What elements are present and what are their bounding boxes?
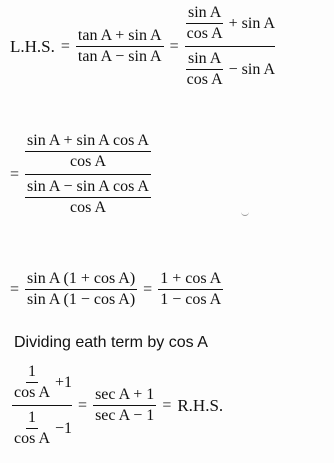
simplified-numerator: 1 + cos A	[158, 270, 223, 290]
equals-sign: =	[143, 280, 153, 298]
minus-term: − sin A	[228, 60, 276, 78]
compound-denominator	[25, 175, 151, 217]
compound-fraction	[25, 132, 151, 217]
inner-numerator: sin A	[186, 50, 223, 70]
lhs-label: L.H.S.	[10, 36, 55, 56]
equation-final-step	[12, 363, 223, 448]
factored-numerator: sin A (1 + cos A)	[25, 270, 137, 290]
compound-fraction	[12, 363, 72, 448]
sec-denominator: sec A − 1	[95, 407, 155, 424]
compound-numerator	[185, 4, 275, 47]
equation-step-3	[10, 270, 223, 309]
numerator-fraction	[25, 132, 151, 171]
inner-denominator: cos A	[70, 153, 106, 170]
equals-sign: =	[10, 165, 20, 183]
inner-denominator: cos A	[14, 384, 50, 401]
compound-numerator	[12, 363, 72, 406]
sec-numerator: sec A + 1	[93, 386, 156, 406]
plus-one: +1	[55, 373, 73, 391]
compound-numerator	[25, 132, 151, 175]
factored-denominator: sin A (1 − cos A)	[27, 291, 136, 308]
inner-numerator: sin A	[186, 4, 223, 24]
equals-sign: =	[78, 396, 88, 414]
plus-term: + sin A	[228, 14, 276, 32]
equals-sign: =	[60, 37, 70, 55]
minus-one: −1	[55, 419, 73, 437]
tan-fraction-numerator: tan A + sin A	[76, 27, 164, 47]
inner-numerator: sin A + sin A cos A	[25, 132, 151, 152]
inner-numerator: 1	[26, 409, 38, 429]
inner-denominator: cos A	[70, 199, 106, 216]
scan-mark	[241, 212, 249, 216]
inner-denominator: cos A	[186, 25, 223, 42]
compound-fraction	[185, 4, 275, 89]
simplified-fraction	[158, 270, 223, 309]
simplified-denominator: 1 − cos A	[160, 291, 222, 308]
denominator-fraction	[25, 178, 151, 217]
inner-numerator: 1	[26, 363, 38, 383]
inner-denominator: cos A	[14, 430, 50, 447]
equation-step-2	[10, 132, 151, 217]
factored-fraction	[25, 270, 137, 309]
compound-denominator	[12, 406, 72, 448]
equals-sign: =	[162, 396, 172, 414]
inner-numerator: sin A − sin A cos A	[25, 178, 151, 198]
one-over-cos-fraction	[12, 363, 52, 402]
tan-fraction-denominator: tan A − sin A	[77, 48, 162, 65]
instruction-text: Dividing eath term by cos A	[14, 334, 208, 351]
sin-over-cos-fraction	[185, 4, 225, 43]
one-over-cos-fraction	[12, 409, 52, 448]
sec-fraction	[93, 386, 156, 425]
inner-denominator: cos A	[186, 71, 223, 88]
tan-fraction	[76, 27, 164, 66]
sin-over-cos-fraction	[185, 50, 225, 89]
equals-sign: =	[169, 37, 179, 55]
equation-lhs-step	[10, 4, 275, 89]
compound-denominator	[185, 47, 275, 89]
rhs-label: R.H.S.	[177, 395, 224, 415]
equals-sign: =	[10, 280, 20, 298]
